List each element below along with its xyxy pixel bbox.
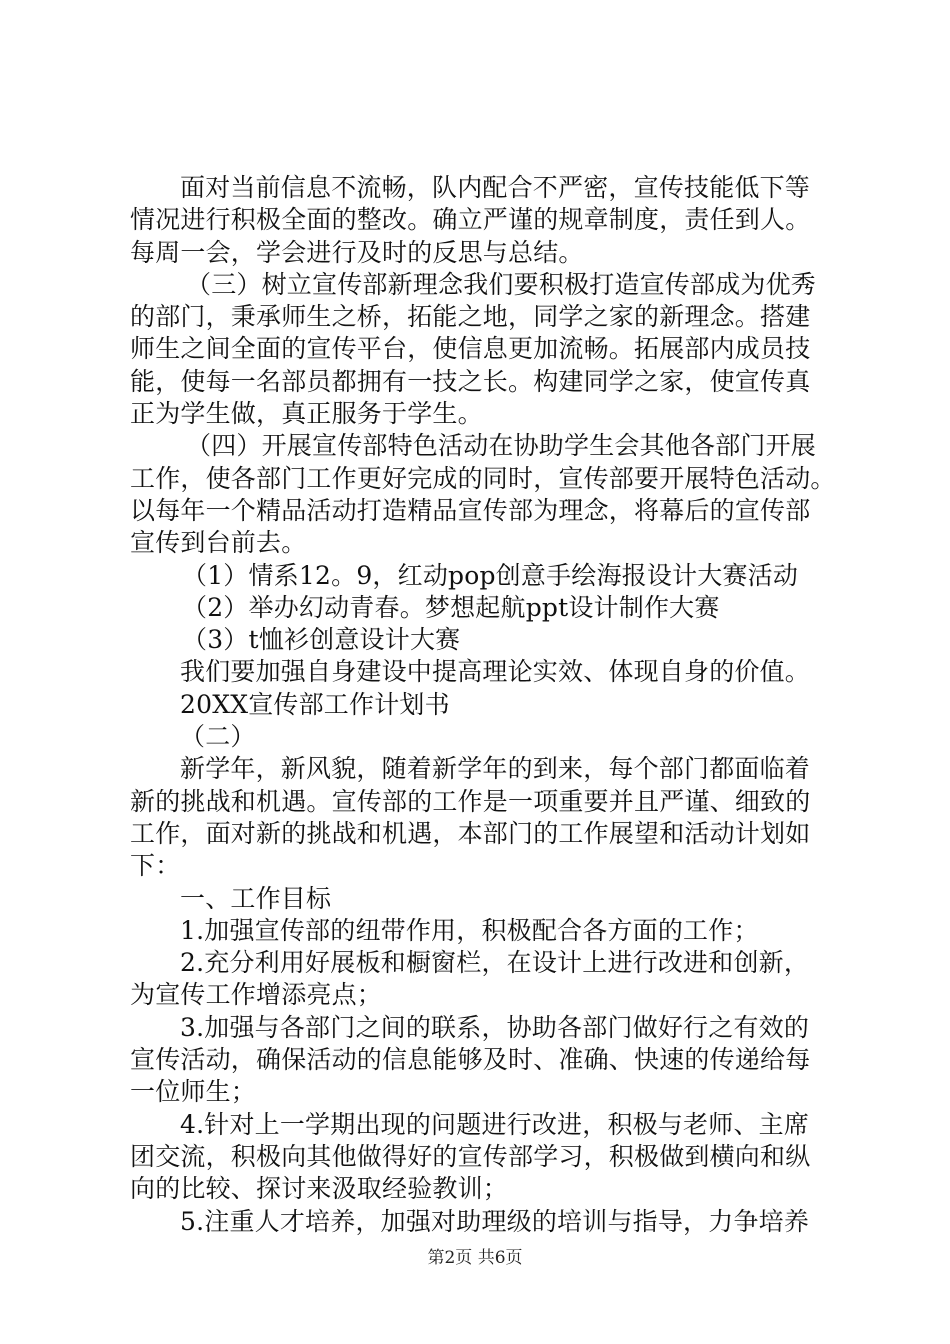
text-line: 面对当前信息不流畅，队内配合不严密，宣传技能低下等 <box>180 173 811 202</box>
text-line: 4.针对上一学期出现的问题进行改进，积极与老师、主席 <box>180 1109 810 1139</box>
text-line: 我们要加强自身建设中提高理论实效、体现自身的价值。 <box>180 657 811 687</box>
text-line: 1.加强宣传部的纽带作用，积极配合各方面的工作； <box>180 915 759 945</box>
text-line: 一、工作目标 <box>180 883 332 913</box>
text-line: 工作，面对新的挑战和机遇，本部门的工作展望和活动计划如 <box>130 818 811 848</box>
text-line: 下： <box>130 851 181 881</box>
text-line: 团交流，积极向其他做得好的宣传部学习，积极做到横向和纵 <box>130 1141 811 1171</box>
text-line: 一位师生； <box>130 1077 257 1107</box>
page-footer: 第2页 共6页 <box>427 1248 523 1268</box>
text-line: 新的挑战和机遇。宣传部的工作是一项重要并且严谨、细致的 <box>130 786 811 816</box>
document-body <box>130 172 842 1238</box>
text-line: （1）情系12。9，红动pop创意手绘海报设计大赛活动 <box>182 560 799 590</box>
text-line: 的部门，秉承师生之桥，拓能之地，同学之家的新理念。搭建 <box>130 302 811 332</box>
text-line: 每周一会，学会进行及时的反思与总结。 <box>130 237 584 267</box>
text-line: 20XX宣传部工作计划书 <box>180 689 450 719</box>
text-line: 宣传活动，确保活动的信息能够及时、准确、快速的传递给每 <box>130 1045 811 1075</box>
text-line: 2.充分利用好展板和橱窗栏，在设计上进行改进和创新， <box>180 948 810 978</box>
text-line: 宣传到台前去。 <box>130 528 307 558</box>
text-line: 向的比较、探讨来汲取经验教训； <box>130 1174 509 1204</box>
text-line: 工作，使各部门工作更好完成的同时，宣传部要开展特色活动。 <box>130 463 836 493</box>
text-line: 情况进行积极全面的整改。确立严谨的规章制度，责任到人。 <box>130 205 811 235</box>
text-line: 为宣传工作增添亮点； <box>130 980 383 1010</box>
text-line: 3.加强与各部门之间的联系，协助各部门做好行之有效的 <box>180 1012 810 1042</box>
text-line: （四）开展宣传部特色活动在协助学生会其他各部门开展 <box>186 431 817 461</box>
text-line: （2）举办幻动青春。梦想起航ppt设计制作大赛 <box>182 592 720 622</box>
text-line: 5.注重人才培养，加强对助理级的培训与指导，力争培养 <box>180 1206 810 1236</box>
text-line: （3）t恤衫创意设计大赛 <box>182 625 461 655</box>
text-line: 师生之间全面的宣传平台，使信息更加流畅。拓展部内成员技 <box>130 334 811 364</box>
text-line: 能，使每一名部员都拥有一技之长。构建同学之家，使宣传真 <box>130 366 811 396</box>
text-line: 以每年一个精品活动打造精品宣传部为理念，将幕后的宣传部 <box>130 495 811 525</box>
text-line: （二） <box>180 722 256 752</box>
text-line: 正为学生做，真正服务于学生。 <box>130 399 483 429</box>
text-line: 新学年，新风貌，随着新学年的到来，每个部门都面临着 <box>180 754 811 784</box>
text-line: （三）树立宣传部新理念我们要积极打造宣传部成为优秀 <box>186 269 817 299</box>
